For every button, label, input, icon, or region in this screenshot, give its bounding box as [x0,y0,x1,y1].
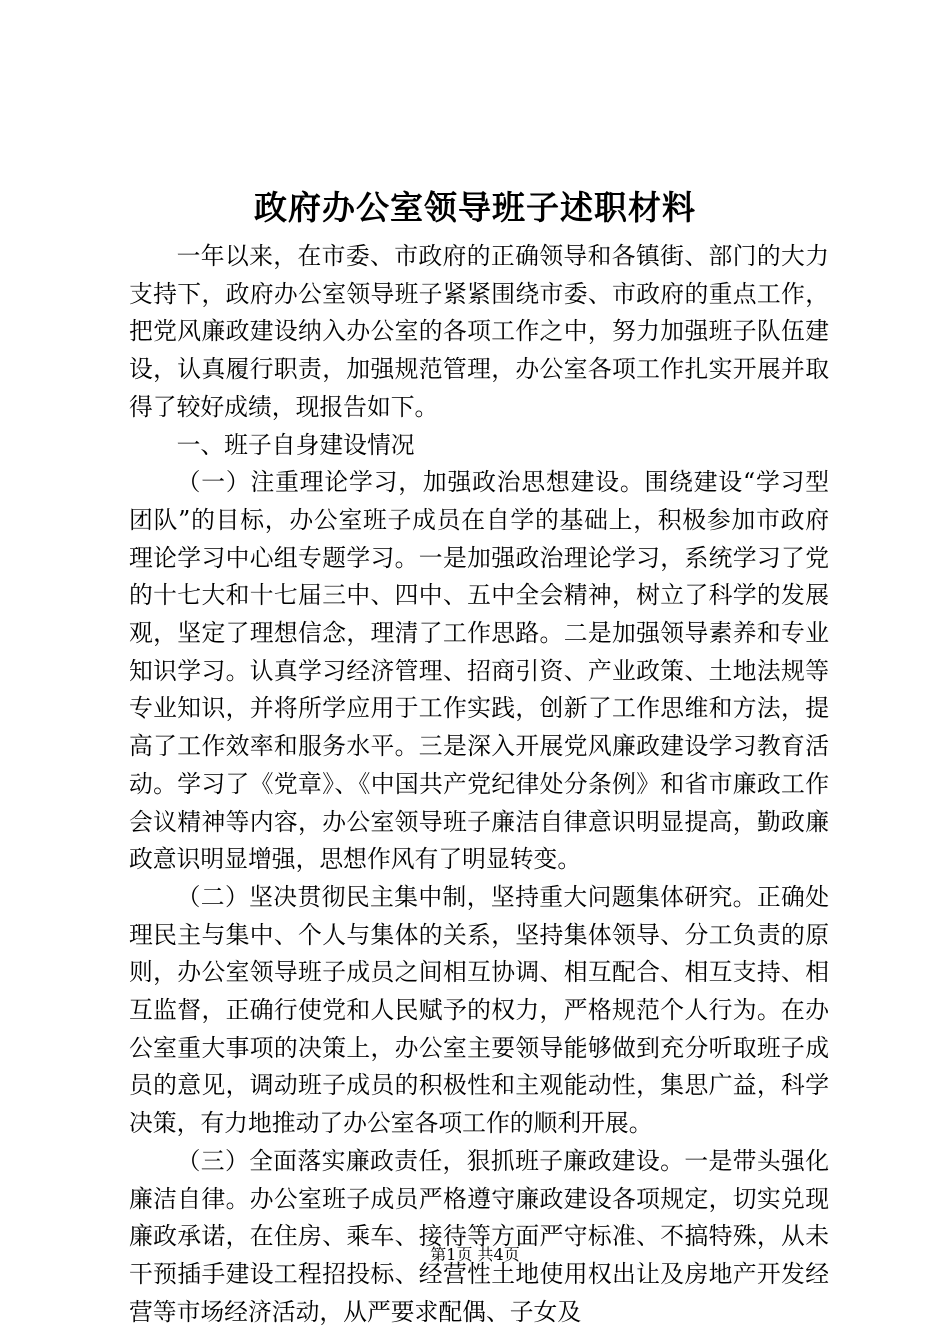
body-paragraph: （二）坚决贯彻民主集中制，坚持重大问题集体研究。正确处理民主与集中、个人与集体的关系，坚持集体领导、分工负责的原则，办公室领导班子成员之间相互协调、相互配合、相互支持、相互监督，正确行使党和人民赋予的权力，严格规范个人行为。在办公室重大事项的决策上，办公室主要领导能够做到充分听取班子成员的意见，调动班子成员的积极性和主观能动性，集思广益，科学决策，有力地推动了办公室各项工作的顺利开展。 [129,882,829,1138]
document-body [129,238,829,1331]
intro-paragraph: 一年以来，在市委、市政府的正确领导和各镇街、部门的大力支持下，政府办公室领导班子紧紧围绕市委、市政府的重点工作，把党风廉政建设纳入办公室的各项工作之中，努力加强班子队伍建设，认真履行职责，加强规范管理，办公室各项工作扎实开展并取得了较好成绩，现报告如下。 [129,242,829,421]
body-paragraph: （一）注重理论学习，加强政治思想建设。围绕建设“学习型团队”的目标，办公室班子成员在自学的基础上，积极参加市政府理论学习中心组专题学习。一是加强政治理论学习，系统学习了党的十七大和十七届三中、四中、五中全会精神，树立了科学的发展观，坚定了理想信念，理清了工作思路。二是加强领导素养和专业知识学习。认真学习经济管理、招商引资、产业政策、土地法规等专业知识，并将所学应用于工作实践，创新了工作思维和方法，提高了工作效率和服务水平。三是深入开展党风廉政建设学习教育活动。学习了《党章》、《中国共产党纪律处分条例》和省市廉政工作会议精神等内容，办公室领导班子廉洁自律意识明显提高，勤政廉政意识明显增强，思想作风有了明显转变。 [129,468,829,874]
body-paragraph: （三）全面落实廉政责任，狠抓班子廉政建设。一是带头强化廉洁自律。办公室班子成员严格遵守廉政建设各项规定，切实兑现廉政承诺，在住房、乘车、接待等方面严守标准、不搞特殊，从未干预插手建设工程招投标、经营性土地使用权出让及房地产开发经营等市场经济活动，从严要求配偶、子女及 [129,1146,829,1326]
section-heading: 一、班子自身建设情况 [176,430,415,459]
document-title: 政府办公室领导班子述职材料 [254,188,696,227]
page-number-footer: 第1页 共4页 [430,1245,520,1264]
